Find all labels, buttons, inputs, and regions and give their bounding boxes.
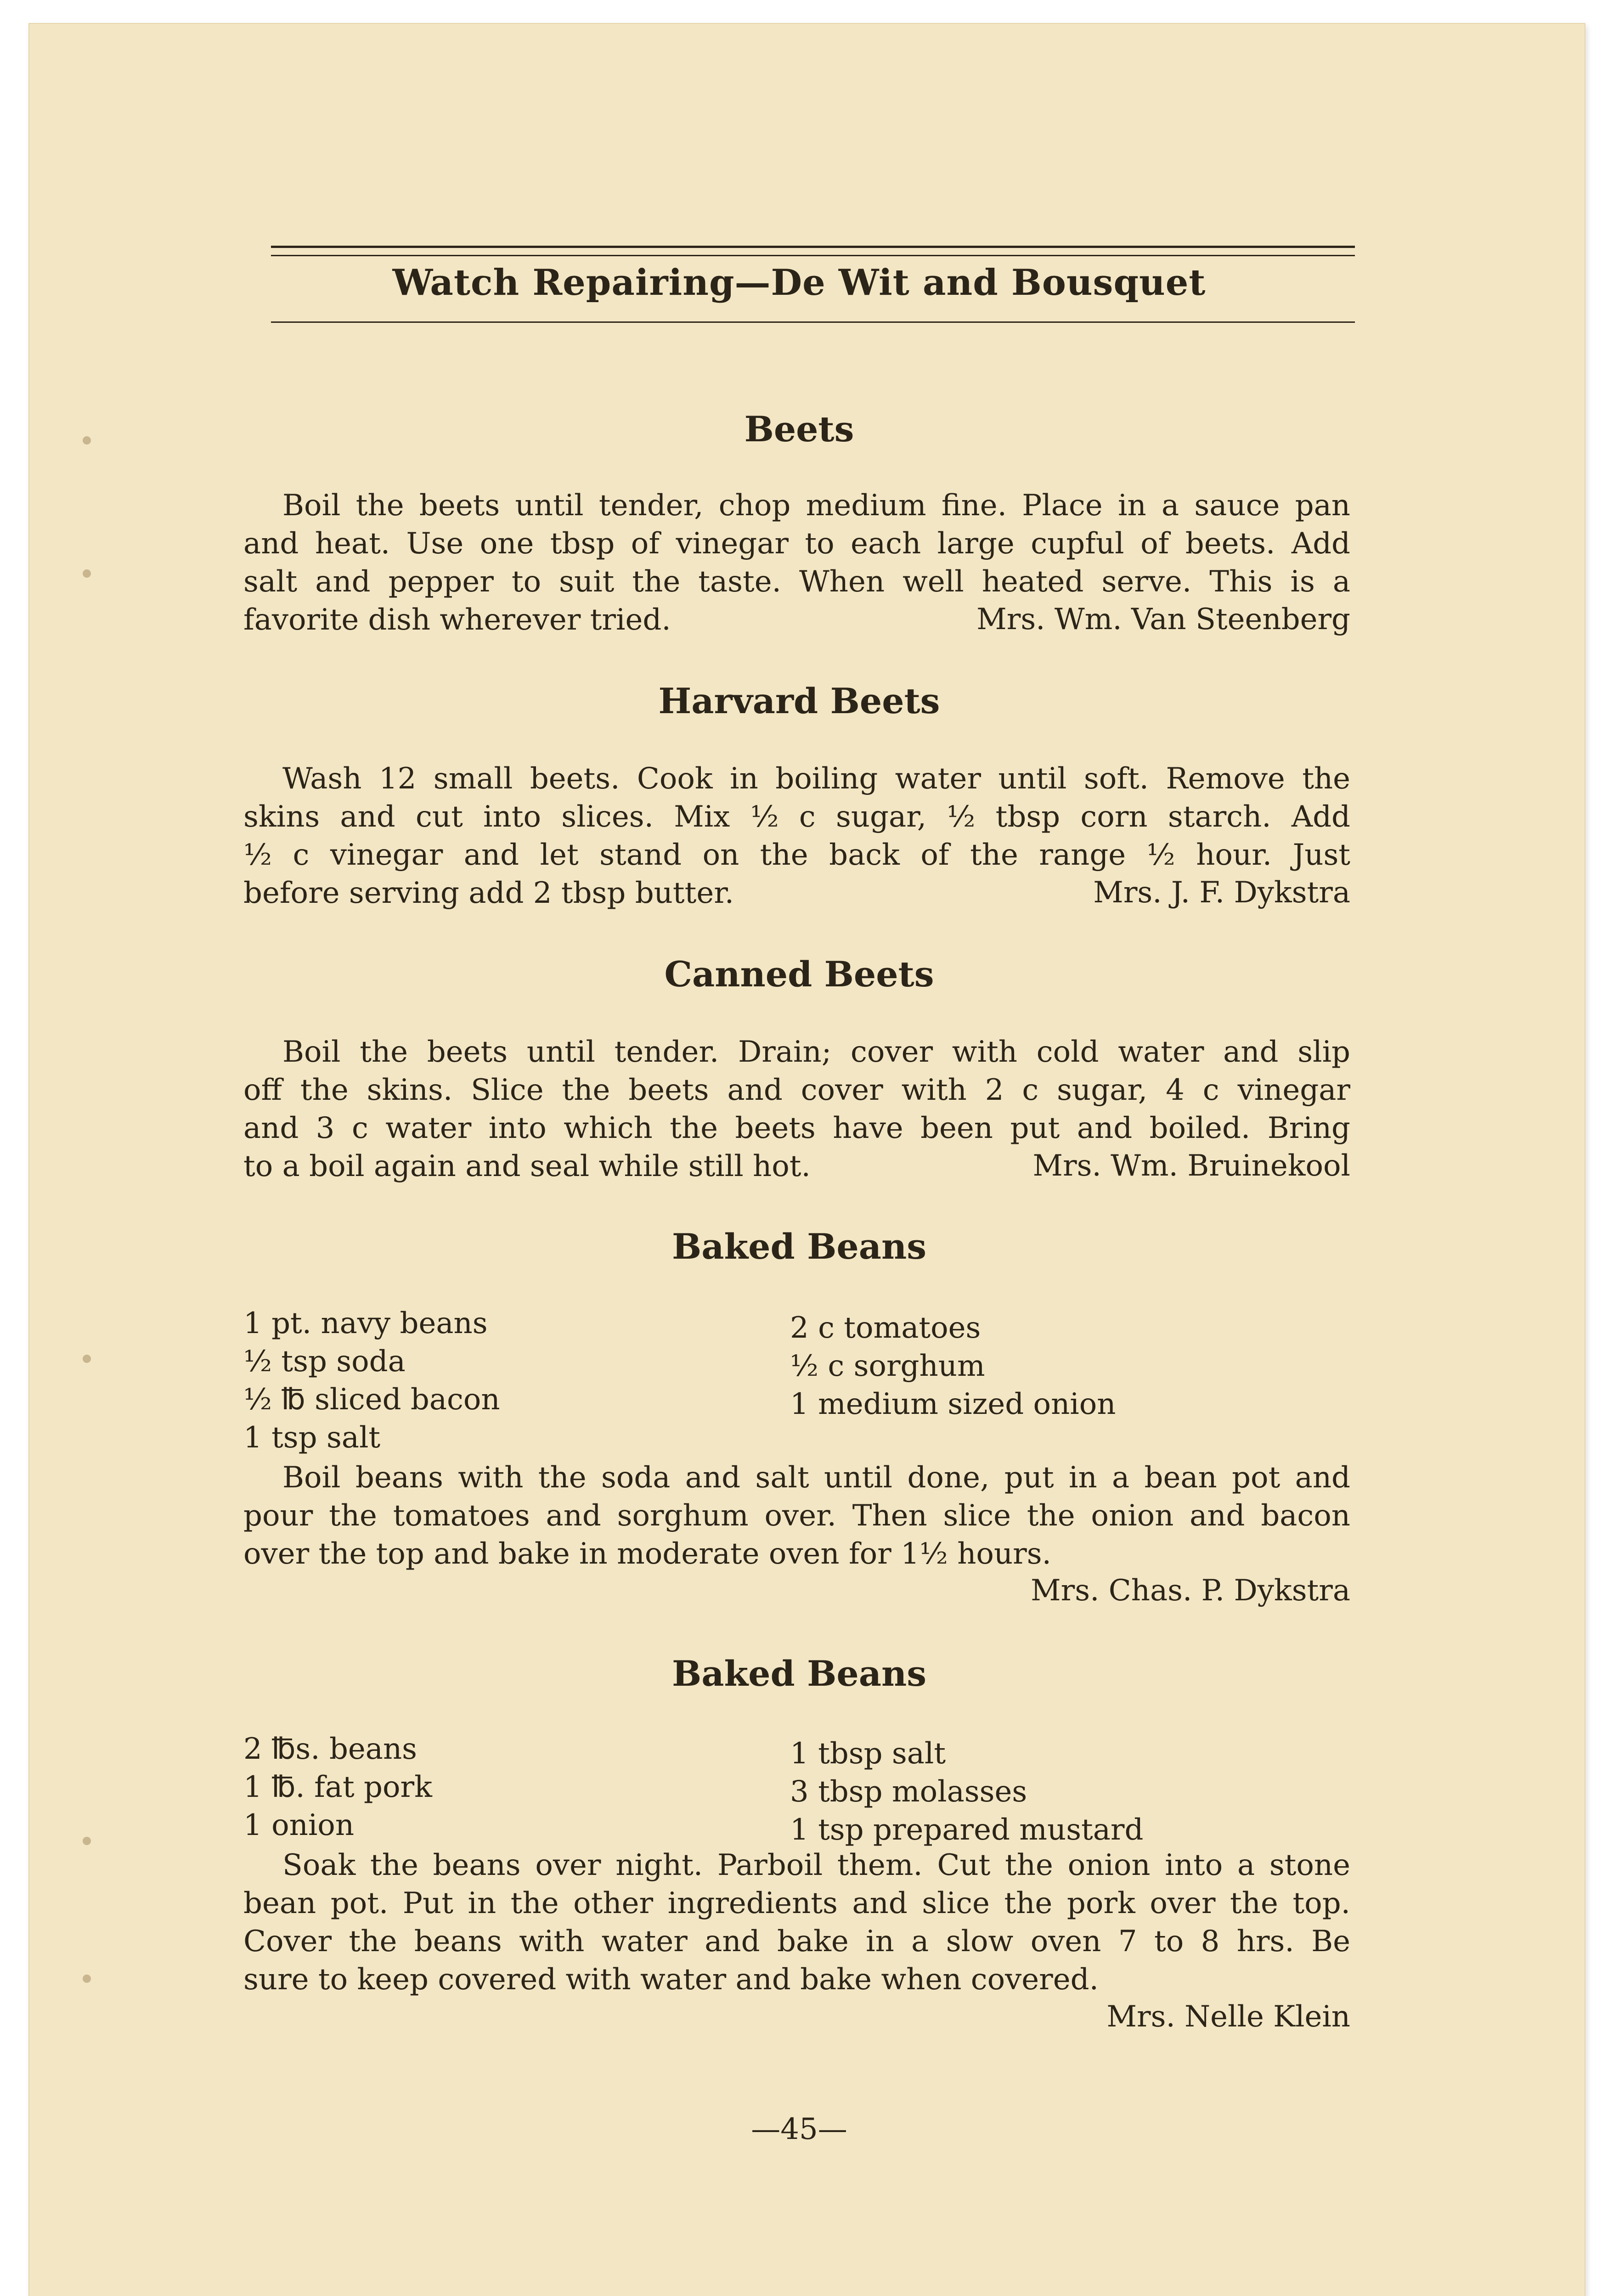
page-number: —45—	[751, 2112, 847, 2146]
binding-hole	[83, 569, 91, 578]
ingredient: 1 tsp prepared mustard	[790, 1813, 1144, 1847]
recipe-author: Mrs. Chas. P. Dykstra	[1031, 1574, 1350, 1608]
recipe-author: Mrs. Nelle Klein	[1106, 2000, 1350, 2034]
ingredient: 3 tbsp molasses	[790, 1775, 1027, 1809]
text-line: before serving add 2 tbsp butter.	[243, 876, 734, 910]
text-line: sure to keep covered with water and bake when covered.	[243, 1963, 1099, 1997]
header-rule-bottom	[271, 321, 1355, 323]
recipe-title: Baked Beans	[672, 1653, 926, 1694]
recipe-title: Beets	[744, 409, 854, 450]
binding-hole	[83, 436, 91, 445]
header-rule-top	[271, 246, 1355, 248]
text-line: off the skins. Slice the beets and cover with 2 c sugar, 4 c vinegar	[243, 1073, 1350, 1107]
ingredient: ½ tsp soda	[243, 1345, 406, 1379]
ingredient: ½ c sorghum	[790, 1349, 985, 1383]
ingredient: 2 ℔s. beans	[243, 1732, 417, 1766]
ingredient: 1 medium sized onion	[790, 1387, 1116, 1421]
text-line: Cover the beans with water and bake in a slow oven 7 to 8 hrs. Be	[243, 1925, 1350, 1958]
text-line: pour the tomatoes and sorghum over. Then slice the onion and bacon	[243, 1499, 1350, 1533]
ingredient: 1 onion	[243, 1808, 355, 1842]
recipe-author: Mrs. J. F. Dykstra	[1093, 876, 1350, 910]
ingredient: 1 pt. navy beans	[243, 1306, 488, 1340]
text-line: Boil the beets until tender. Drain; cover with cold water and slip	[282, 1035, 1350, 1069]
header-rule-top-2	[271, 255, 1355, 256]
text-line: and heat. Use one tbsp of vinegar to each large cupful of beets. Add	[243, 527, 1350, 561]
text-line: bean pot. Put in the other ingredients and slice the pork over the top.	[243, 1886, 1350, 1920]
binding-hole	[83, 1355, 91, 1363]
text-line: skins and cut into slices. Mix ½ c sugar, ½ tbsp corn starch. Add	[243, 800, 1350, 834]
recipe-directions	[243, 1459, 1350, 1573]
ingredient: ½ ℔ sliced bacon	[243, 1383, 500, 1417]
ingredient: 2 c tomatoes	[790, 1311, 981, 1345]
recipe-title: Canned Beets	[664, 954, 934, 995]
text-line: to a boil again and seal while still hot.	[243, 1149, 811, 1183]
page-header: Watch Repairing—De Wit and Bousquet	[392, 262, 1206, 304]
text-line: salt and pepper to suit the taste. When well heated serve. This is a	[243, 565, 1350, 599]
text-line: Wash 12 small beets. Cook in boiling water until soft. Remove the	[282, 762, 1350, 796]
text-line: Boil beans with the soda and salt until done, put in a bean pot and	[282, 1461, 1350, 1495]
recipe-title: Harvard Beets	[658, 681, 940, 721]
text-line: and 3 c water into which the beets have been put and boiled. Bring	[243, 1111, 1350, 1145]
recipe-directions	[243, 1846, 1350, 1999]
text-line: Boil the beets until tender, chop medium fine. Place in a sauce pan	[282, 489, 1350, 523]
binding-hole	[83, 1975, 91, 1983]
recipe-author: Mrs. Wm. Van Steenberg	[976, 602, 1350, 636]
recipe-title: Baked Beans	[672, 1226, 926, 1267]
text-line: Soak the beans over night. Parboil them. Cut the onion into a stone	[282, 1848, 1350, 1882]
binding-hole	[83, 1837, 91, 1845]
recipe-author: Mrs. Wm. Bruinekool	[1032, 1149, 1350, 1183]
text-line: favorite dish wherever tried.	[243, 603, 671, 637]
text-line: over the top and bake in moderate oven for 1½ hours.	[243, 1537, 1051, 1571]
text-line: ½ c vinegar and let stand on the back of the range ½ hour. Just	[243, 838, 1350, 872]
ingredient: 1 tbsp salt	[790, 1737, 946, 1771]
ingredient: 1 tsp salt	[243, 1421, 381, 1455]
ingredient: 1 ℔. fat pork	[243, 1770, 432, 1804]
